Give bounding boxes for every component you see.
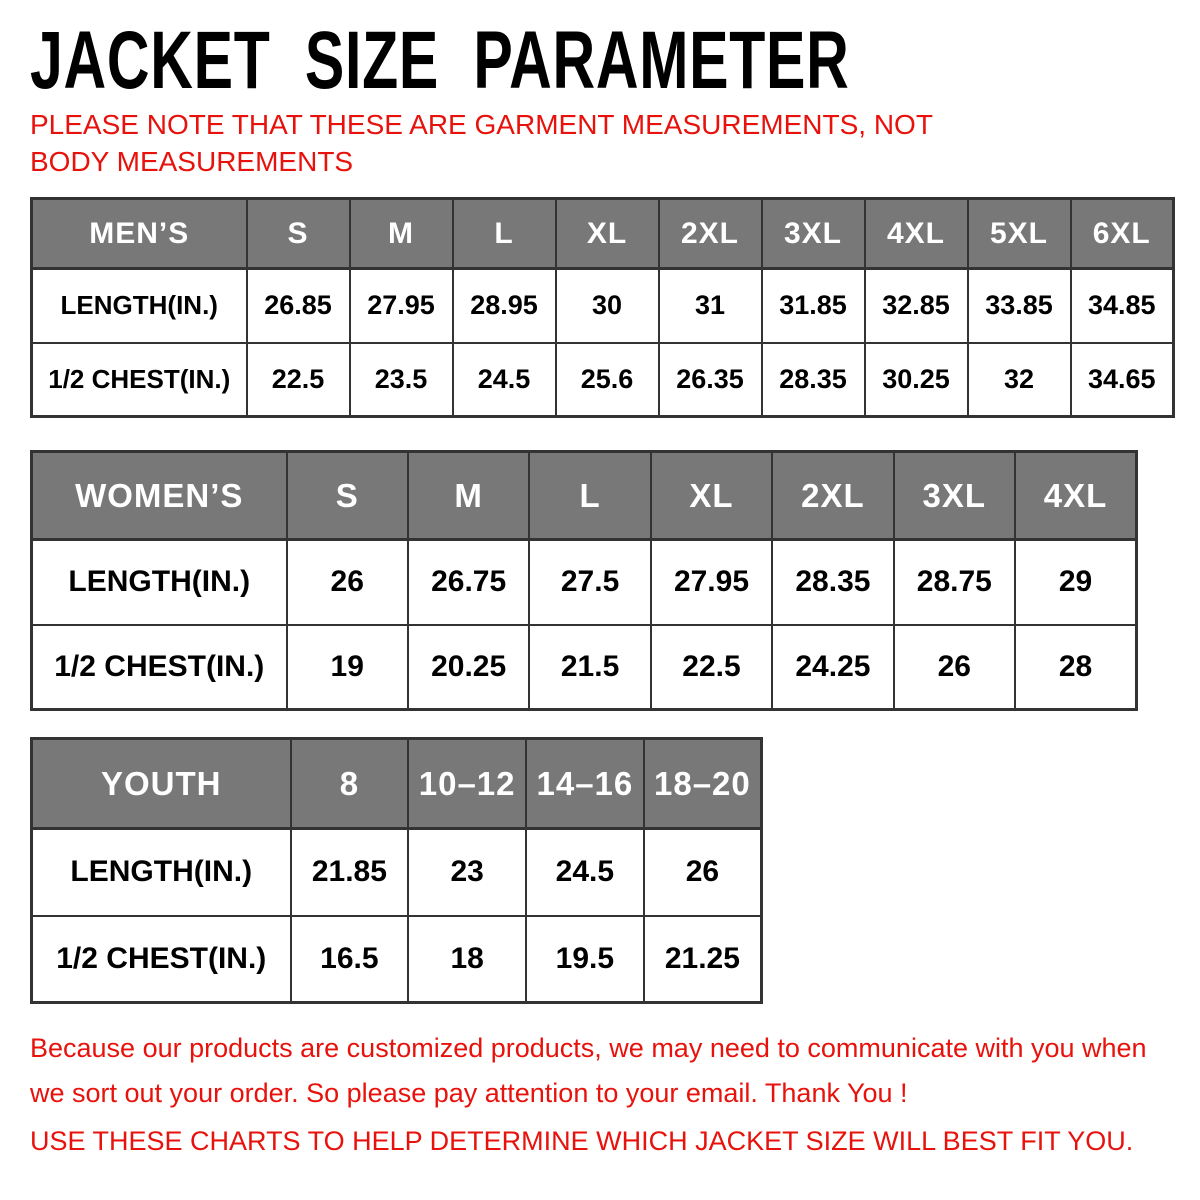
size-value: 31 (659, 269, 762, 343)
mens-length-row (32, 269, 1174, 343)
size-value: 22.5 (247, 343, 350, 417)
youth-table-title: YOUTH (32, 739, 291, 829)
size-value: 21.85 (291, 829, 409, 916)
size-value: 23 (408, 829, 526, 916)
size-value: 27.95 (651, 540, 772, 625)
size-value: 28.95 (453, 269, 556, 343)
mens-size-table (30, 197, 1175, 418)
column-header: 14–16 (526, 739, 644, 829)
size-value: 20.25 (408, 625, 529, 710)
row-label: LENGTH(IN.) (32, 540, 287, 625)
page-title: JACKET SIZE PARAMETER (30, 15, 850, 106)
column-header: M (408, 452, 529, 540)
column-header: 10–12 (408, 739, 526, 829)
youth-chest-row (32, 916, 762, 1003)
womens-length-row (32, 540, 1137, 625)
womens-table-title: WOMEN’S (32, 452, 287, 540)
size-value: 33.85 (968, 269, 1071, 343)
size-value: 28.75 (894, 540, 1015, 625)
column-header: 2XL (772, 452, 893, 540)
mens-chest-row (32, 343, 1174, 417)
mens-table-title: MEN’S (32, 199, 247, 269)
column-header: 5XL (968, 199, 1071, 269)
size-value: 21.25 (644, 916, 762, 1003)
column-header: 4XL (1015, 452, 1136, 540)
row-label: 1/2 CHEST(IN.) (32, 343, 247, 417)
column-header: L (529, 452, 650, 540)
size-value: 18 (408, 916, 526, 1003)
size-value: 23.5 (350, 343, 453, 417)
size-value: 29 (1015, 540, 1136, 625)
size-value: 21.5 (529, 625, 650, 710)
size-value: 26 (287, 540, 408, 625)
size-value: 31.85 (762, 269, 865, 343)
size-value: 22.5 (651, 625, 772, 710)
size-value: 24.25 (772, 625, 893, 710)
youth-header-row (32, 739, 762, 829)
size-value: 32.85 (865, 269, 968, 343)
size-value: 27.5 (529, 540, 650, 625)
size-value: 19 (287, 625, 408, 710)
column-header: XL (556, 199, 659, 269)
size-value: 34.65 (1071, 343, 1174, 417)
row-label: 1/2 CHEST(IN.) (32, 916, 291, 1003)
size-value: 24.5 (453, 343, 556, 417)
garment-measurement-note: PLEASE NOTE THAT THESE ARE GARMENT MEASUREMENTS, NOT BODY MEASUREMENTS (30, 109, 933, 177)
size-value: 28.35 (772, 540, 893, 625)
size-value: 19.5 (526, 916, 644, 1003)
womens-header-row (32, 452, 1137, 540)
row-label: LENGTH(IN.) (32, 829, 291, 916)
size-value: 28 (1015, 625, 1136, 710)
column-header: M (350, 199, 453, 269)
youth-length-row (32, 829, 762, 916)
column-header: S (247, 199, 350, 269)
size-value: 25.6 (556, 343, 659, 417)
size-value: 26 (894, 625, 1015, 710)
column-header: XL (651, 452, 772, 540)
womens-chest-row (32, 625, 1137, 710)
size-value: 26.75 (408, 540, 529, 625)
column-header: L (453, 199, 556, 269)
column-header: 18–20 (644, 739, 762, 829)
column-header: S (287, 452, 408, 540)
row-label: LENGTH(IN.) (32, 269, 247, 343)
size-value: 26 (644, 829, 762, 916)
size-value: 32 (968, 343, 1071, 417)
column-header: 3XL (762, 199, 865, 269)
size-value: 27.95 (350, 269, 453, 343)
size-value: 16.5 (291, 916, 409, 1003)
size-value: 30.25 (865, 343, 968, 417)
column-header: 2XL (659, 199, 762, 269)
size-value: 24.5 (526, 829, 644, 916)
column-header: 4XL (865, 199, 968, 269)
size-value: 34.85 (1071, 269, 1174, 343)
mens-header-row (32, 199, 1174, 269)
use-charts-note: USE THESE CHARTS TO HELP DETERMINE WHICH JACKET SIZE WILL BEST FIT YOU. (30, 1126, 1134, 1156)
youth-size-table (30, 737, 763, 1004)
size-value: 26.35 (659, 343, 762, 417)
size-value: 28.35 (762, 343, 865, 417)
size-value: 26.85 (247, 269, 350, 343)
size-value: 30 (556, 269, 659, 343)
customized-products-note: Because our products are customized products, we may need to communicate with you when we sort out your order. So please pay attention to your email. Thank You ! (30, 1033, 1147, 1108)
column-header: 6XL (1071, 199, 1174, 269)
row-label: 1/2 CHEST(IN.) (32, 625, 287, 710)
column-header: 8 (291, 739, 409, 829)
womens-size-table (30, 450, 1138, 711)
column-header: 3XL (894, 452, 1015, 540)
